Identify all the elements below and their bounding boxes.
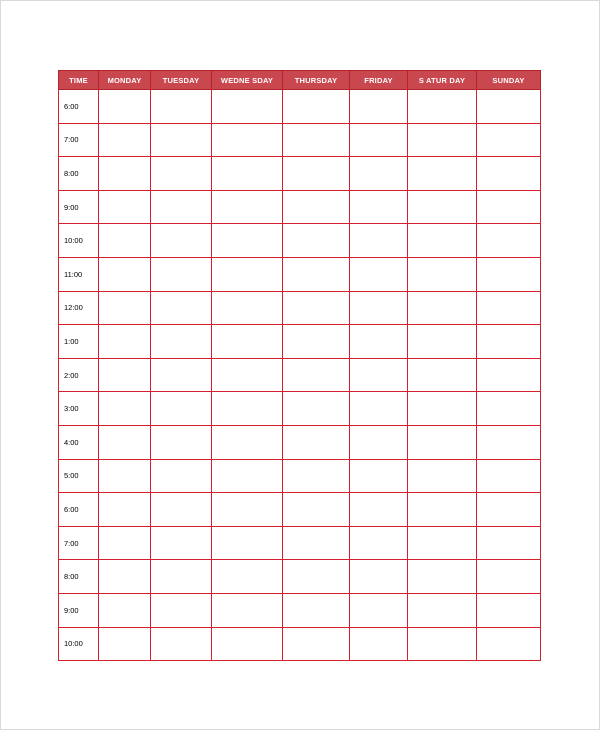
schedule-cell[interactable] [283,560,350,594]
schedule-row [59,593,541,627]
schedule-cell[interactable] [477,627,541,661]
schedule-cell[interactable] [350,224,408,258]
time-cell: 6:00 [59,90,99,124]
schedule-cell[interactable] [350,291,408,325]
schedule-cell[interactable] [283,358,350,392]
schedule-cell[interactable] [151,593,212,627]
schedule-cell[interactable] [212,593,283,627]
schedule-cell[interactable] [283,526,350,560]
schedule-cell[interactable] [151,190,212,224]
schedule-row [59,123,541,157]
header-row [59,71,541,90]
schedule-cell[interactable] [350,123,408,157]
schedule-cell[interactable] [408,257,477,291]
schedule-cell[interactable] [477,526,541,560]
schedule-cell[interactable] [99,291,151,325]
schedule-cell[interactable] [151,123,212,157]
schedule-cell[interactable] [350,593,408,627]
schedule-cell[interactable] [212,459,283,493]
schedule-cell[interactable] [212,627,283,661]
schedule-cell[interactable] [151,392,212,426]
schedule-cell[interactable] [99,526,151,560]
schedule-cell[interactable] [477,493,541,527]
schedule-cell[interactable] [99,90,151,124]
schedule-cell[interactable] [151,291,212,325]
schedule-cell[interactable] [212,224,283,258]
schedule-row [59,190,541,224]
schedule-cell[interactable] [350,392,408,426]
schedule-cell[interactable] [212,157,283,191]
schedule-row [59,493,541,527]
schedule-cell[interactable] [350,358,408,392]
schedule-row [59,257,541,291]
time-cell: 8:00 [59,560,99,594]
time-cell: 3:00 [59,392,99,426]
schedule-cell[interactable] [283,425,350,459]
schedule-row [59,627,541,661]
schedule-cell[interactable] [350,157,408,191]
schedule-cell[interactable] [408,123,477,157]
schedule-cell[interactable] [283,459,350,493]
schedule-cell[interactable] [477,90,541,124]
schedule-cell[interactable] [408,425,477,459]
schedule-cell[interactable] [408,190,477,224]
schedule-cell[interactable] [408,325,477,359]
schedule-cell[interactable] [350,560,408,594]
schedule-body [59,90,541,661]
schedule-cell[interactable] [408,224,477,258]
schedule-cell[interactable] [408,526,477,560]
schedule-cell[interactable] [350,459,408,493]
header-friday: FRIDAY [350,71,408,90]
time-cell: 7:00 [59,123,99,157]
schedule-cell[interactable] [350,190,408,224]
schedule-cell[interactable] [477,224,541,258]
schedule-cell[interactable] [408,459,477,493]
schedule-cell[interactable] [99,358,151,392]
schedule-cell[interactable] [283,224,350,258]
schedule-cell[interactable] [212,392,283,426]
schedule-cell[interactable] [477,257,541,291]
time-cell: 5:00 [59,459,99,493]
schedule-row [59,459,541,493]
schedule-row [59,392,541,426]
schedule-cell[interactable] [477,325,541,359]
schedule-cell[interactable] [477,123,541,157]
schedule-cell[interactable] [212,493,283,527]
schedule-cell[interactable] [477,190,541,224]
schedule-row [59,560,541,594]
header-time: TIME [59,71,99,90]
schedule-cell[interactable] [283,157,350,191]
schedule-cell[interactable] [283,257,350,291]
schedule-cell[interactable] [350,325,408,359]
schedule-cell[interactable] [212,358,283,392]
schedule-cell[interactable] [350,627,408,661]
schedule-cell[interactable] [212,560,283,594]
header-sunday: SUNDAY [477,71,541,90]
schedule-cell[interactable] [283,493,350,527]
schedule-cell[interactable] [350,526,408,560]
schedule-cell[interactable] [477,425,541,459]
time-cell: 4:00 [59,425,99,459]
schedule-row [59,425,541,459]
schedule-cell[interactable] [283,392,350,426]
schedule-cell[interactable] [408,593,477,627]
schedule-cell[interactable] [151,526,212,560]
time-cell: 6:00 [59,493,99,527]
schedule-cell[interactable] [212,257,283,291]
schedule-cell[interactable] [408,560,477,594]
schedule-row [59,90,541,124]
schedule-cell[interactable] [212,325,283,359]
schedule-cell[interactable] [408,90,477,124]
schedule-cell[interactable] [99,123,151,157]
header-saturday: S ATUR DAY [408,71,477,90]
schedule-cell[interactable] [283,291,350,325]
schedule-row [59,157,541,191]
schedule-cell[interactable] [212,291,283,325]
schedule-cell[interactable] [283,190,350,224]
schedule-cell[interactable] [151,358,212,392]
schedule-cell[interactable] [477,358,541,392]
time-cell: 12:00 [59,291,99,325]
schedule-cell[interactable] [151,157,212,191]
schedule-cell[interactable] [283,325,350,359]
schedule-cell[interactable] [99,392,151,426]
schedule-cell[interactable] [408,392,477,426]
schedule-cell[interactable] [99,593,151,627]
schedule-row [59,358,541,392]
header-monday: MONDAY [99,71,151,90]
schedule-cell[interactable] [212,190,283,224]
schedule-cell[interactable] [99,190,151,224]
schedule-cell[interactable] [99,157,151,191]
schedule-cell[interactable] [350,257,408,291]
time-cell: 7:00 [59,526,99,560]
schedule-row [59,224,541,258]
schedule-cell[interactable] [283,123,350,157]
time-cell: 9:00 [59,190,99,224]
schedule-cell[interactable] [477,560,541,594]
schedule-cell[interactable] [408,627,477,661]
schedule-cell[interactable] [151,257,212,291]
header-thursday: THURSDAY [283,71,350,90]
schedule-row [59,526,541,560]
schedule-cell[interactable] [477,392,541,426]
time-cell: 9:00 [59,593,99,627]
schedule-cell[interactable] [99,257,151,291]
schedule-cell[interactable] [99,224,151,258]
schedule-cell[interactable] [151,627,212,661]
weekly-schedule-table [58,70,541,661]
schedule-cell[interactable] [283,627,350,661]
schedule-cell[interactable] [99,425,151,459]
schedule-cell[interactable] [408,493,477,527]
schedule-row [59,325,541,359]
header-wednesday: WEDNE SDAY [212,71,283,90]
schedule-cell[interactable] [151,425,212,459]
schedule-row [59,291,541,325]
time-cell: 10:00 [59,224,99,258]
schedule-cell[interactable] [151,325,212,359]
schedule-cell[interactable] [212,90,283,124]
schedule-cell[interactable] [350,425,408,459]
header-tuesday: TUESDAY [151,71,212,90]
time-cell: 1:00 [59,325,99,359]
schedule-cell[interactable] [151,224,212,258]
schedule-cell[interactable] [350,493,408,527]
schedule-cell[interactable] [99,560,151,594]
time-cell: 11:00 [59,257,99,291]
schedule-cell[interactable] [408,291,477,325]
schedule-cell[interactable] [477,291,541,325]
time-cell: 10:00 [59,627,99,661]
schedule-cell[interactable] [408,358,477,392]
schedule-cell[interactable] [151,459,212,493]
schedule-cell[interactable] [212,123,283,157]
schedule-cell[interactable] [350,90,408,124]
schedule-cell[interactable] [212,526,283,560]
time-cell: 8:00 [59,157,99,191]
schedule-cell[interactable] [151,560,212,594]
schedule-cell[interactable] [99,493,151,527]
schedule-cell[interactable] [212,425,283,459]
schedule-cell[interactable] [283,90,350,124]
schedule-cell[interactable] [408,157,477,191]
schedule-cell[interactable] [99,459,151,493]
schedule-cell[interactable] [477,459,541,493]
schedule-cell[interactable] [99,627,151,661]
schedule-cell[interactable] [151,90,212,124]
time-cell: 2:00 [59,358,99,392]
schedule-cell[interactable] [477,593,541,627]
schedule-cell[interactable] [283,593,350,627]
schedule-cell[interactable] [99,325,151,359]
schedule-cell[interactable] [151,493,212,527]
schedule-cell[interactable] [477,157,541,191]
